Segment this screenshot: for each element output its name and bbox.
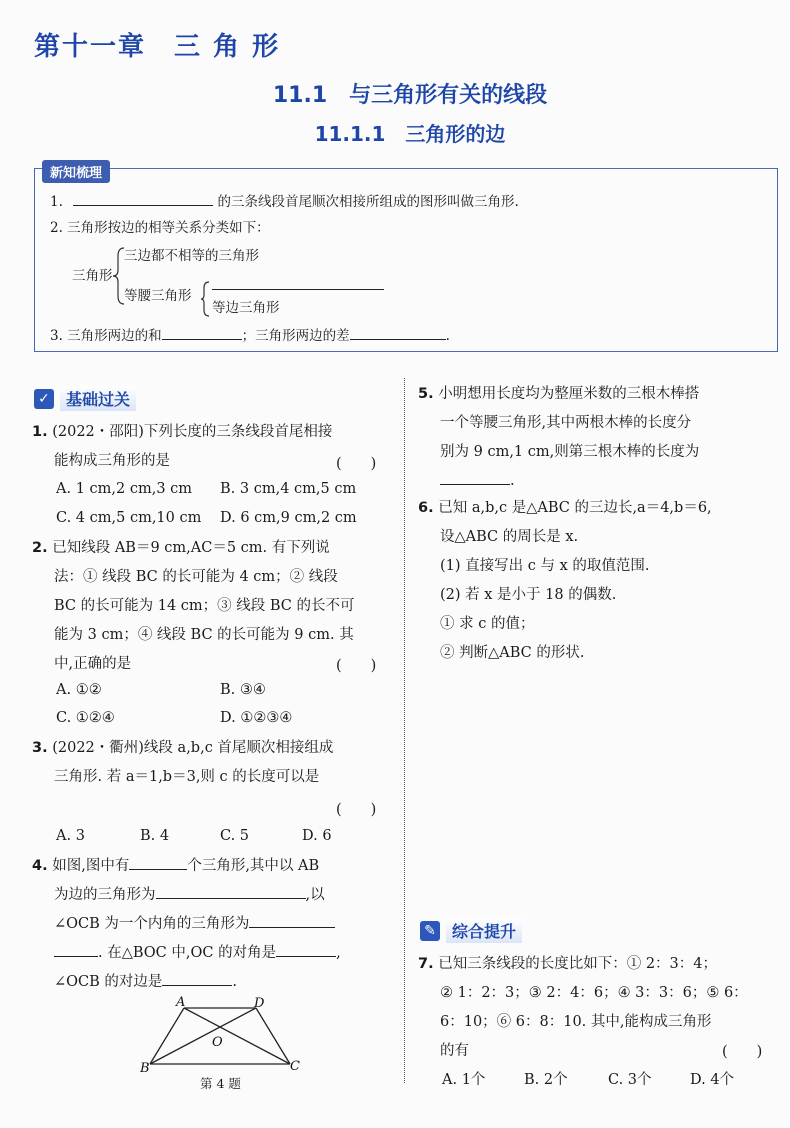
question-text: 已知三条线段的长度比如下：① 2：3：4； [438,956,718,972]
option-b[interactable]: B. ③④ [220,682,266,698]
answer-blank[interactable] [249,914,335,928]
question-6 [418,494,712,668]
option-d[interactable]: D. 6 cm,9 cm,2 cm [220,510,357,526]
question-text: 一个等腰三角形,其中两根木棒的长度分 [440,415,692,431]
option-d[interactable]: D. 6 [302,828,332,844]
question-text: 已知线段 AB＝9 cm,AC＝5 cm. 有下列说 [52,540,330,556]
question-3 [32,734,333,792]
column-divider [404,378,405,1083]
figure-caption: 第 4 题 [200,1076,241,1091]
option-a[interactable]: A. ①② [56,682,102,698]
option-b[interactable]: B. 4 [140,828,170,844]
answer-blank[interactable] [54,943,98,957]
question-text: BC 的长可能为 14 cm；③ 线段 BC 的长不可 [54,598,355,614]
check-square-icon: ✓ [34,389,54,409]
section-header-basic [34,386,136,411]
question-text: . 在△BOC 中,OC 的对角是 [98,945,277,961]
option-b[interactable]: B. 2个 [524,1072,568,1088]
answer-blank[interactable] [440,471,510,485]
trapezoid-figure [140,996,310,1076]
section-label-advanced: 综合提升 [446,918,522,943]
vertex-label-c: C [290,1059,300,1074]
question-text: ② 1：2：3；③ 2：4：6；④ 3：3：6；⑤ 6： [440,985,748,1001]
line3-part-b: ；三角形两边的差 [241,328,350,344]
vertex-label-o: O [212,1035,223,1050]
question-number: 2. [32,540,48,556]
question-text: 能为 3 cm；④ 线段 BC 的长可能为 9 cm. 其 [54,627,354,643]
classification-blank[interactable] [212,276,384,290]
question-text: 为边的三角形为 [54,887,156,903]
answer-blank[interactable] [129,856,187,870]
classification-branch-1: 三边都不相等的三角形 [124,248,259,264]
diagonal-bd [150,1008,256,1064]
question-text: 中,正确的是 [54,656,132,672]
question-1 [32,418,332,476]
question-text: 如图,图中有 [52,858,130,874]
question-text: . [232,974,238,990]
question-text: 别为 9 cm,1 cm,则第三根木棒的长度为 [440,444,700,460]
question-text: 6：10；⑥ 6：8：10. 其中,能构成三角形 [440,1014,712,1030]
question-text: (2022・邵阳)下列长度的三条线段首尾相接 [52,424,333,440]
question-5 [418,380,699,496]
classification-branch-2: 等腰三角形 [124,288,192,304]
xinzhi-line1-num: 1. [50,194,63,210]
option-d[interactable]: D. ①②③④ [220,710,293,726]
question-text: 小明想用长度均为整厘米数的三根木棒搭 [438,386,700,402]
question-text: (2022・衢州)线段 a,b,c 首尾顺次相接组成 [52,740,334,756]
answer-paren[interactable]: ( ) [722,1044,763,1060]
option-c[interactable]: C. ①②④ [56,710,115,726]
option-a[interactable]: A. 3 [56,828,85,844]
answer-blank[interactable] [156,885,306,899]
xinzhi-line-1 [50,192,519,212]
pen-square-icon: ✎ [420,921,440,941]
question-text: (2) 若 x 是小于 18 的偶数. [440,587,617,603]
answer-paren[interactable]: ( ) [336,658,377,674]
diagonal-ac [184,1008,290,1064]
xinzhi-line1-text: 的三条线段首尾顺次相接所组成的图形叫做三角形. [217,194,519,210]
option-c[interactable]: C. 5 [220,828,250,844]
answer-blank[interactable] [162,326,242,340]
question-text: 三角形. 若 a＝1,b＝3,则 c 的长度可以是 [54,769,320,785]
question-text: ∠OCB 的对边是 [54,974,163,990]
answer-blank[interactable] [350,326,446,340]
xinzhi-tag: 新知梳理 [42,160,110,183]
classification-root: 三角形 [72,268,113,284]
question-text: (1) 直接写出 c 与 x 的取值范围. [440,558,650,574]
question-number: 7. [418,956,434,972]
answer-blank[interactable] [162,972,232,986]
answer-blank[interactable] [276,943,336,957]
vertex-label-b: B [140,1061,150,1076]
question-number: 1. [32,424,48,440]
question-2 [32,534,355,679]
answer-blank[interactable] [73,192,213,206]
question-7 [418,950,748,1066]
option-c[interactable]: C. 3个 [608,1072,652,1088]
section-header-advanced [420,918,522,943]
classification-branch-2-sub: 等边三角形 [212,300,280,316]
question-text: 已知 a,b,c 是△ABC 的三边长,a＝4,b＝6, [438,500,712,516]
xinzhi-line-3 [50,326,450,346]
section-title: 11.1 与三角形有关的线段 [272,83,548,108]
chapter-title: 第十一章 三 角 形 [34,32,281,62]
question-text: . [510,473,515,489]
question-text: 能构成三角形的是 [54,453,170,469]
subsection-title: 11.1.1 三角形的边 [314,122,506,146]
question-text: ∠OCB 为一个内角的三角形为 [54,916,250,932]
option-a[interactable]: A. 1 cm,2 cm,3 cm [56,481,193,497]
inner-brace [200,280,210,318]
question-text: 的有 [440,1043,469,1059]
option-d[interactable]: D. 4个 [690,1072,735,1088]
option-a[interactable]: A. 1个 [442,1072,486,1088]
option-c[interactable]: C. 4 cm,5 cm,10 cm [56,510,202,526]
question-text: , [336,945,341,961]
question-text: ① 求 c 的值； [440,616,535,632]
question-text: ,以 [305,887,325,903]
option-b[interactable]: B. 3 cm,4 cm,5 cm [220,481,357,497]
question-number: 5. [418,386,434,402]
question-number: 3. [32,740,48,756]
line3-part-a: 3. 三角形两边的和 [50,328,162,344]
question-text: 设△ABC 的周长是 x. [440,529,579,545]
vertex-label-d: D [254,996,265,1011]
question-text: ② 判断△ABC 的形状. [440,645,585,661]
question-4 [32,852,341,997]
question-number: 4. [32,858,48,874]
answer-paren[interactable]: ( ) [336,456,377,472]
section-label-basic: 基础过关 [60,386,136,411]
question-text: 个三角形,其中以 AB [187,858,320,874]
question-number: 6. [418,500,434,516]
answer-paren[interactable]: ( ) [336,802,377,818]
vertex-label-a: A [176,996,186,1010]
line3-part-c: . [445,328,450,344]
xinzhi-line-2: 2. 三角形按边的相等关系分类如下： [50,220,270,236]
question-text: 法：① 线段 BC 的长可能为 4 cm；② 线段 [54,569,338,585]
